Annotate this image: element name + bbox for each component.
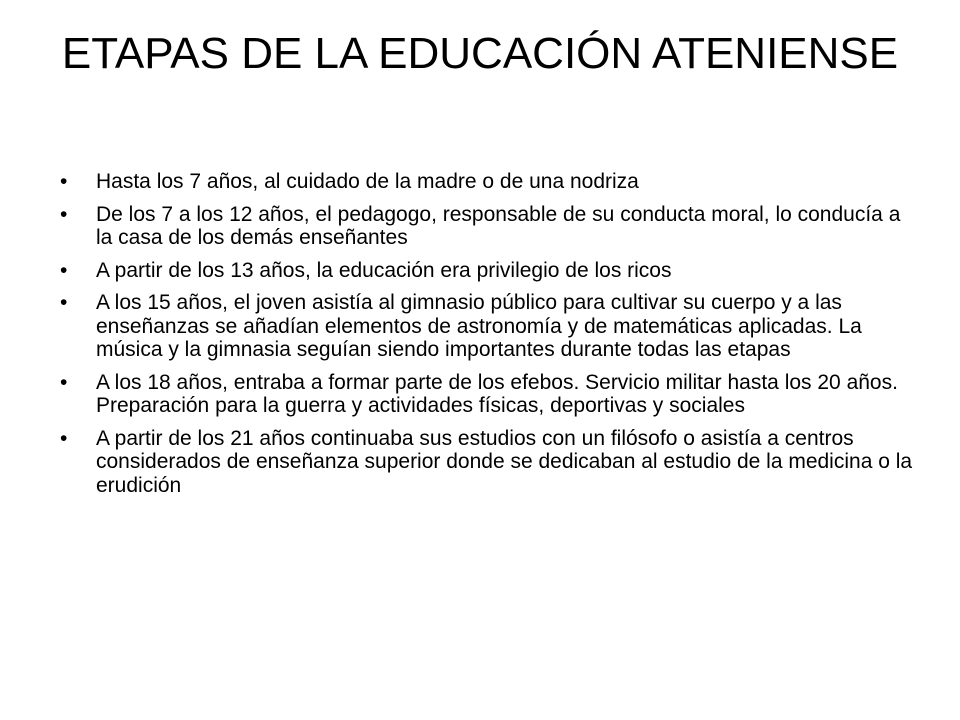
bullet-list (60, 170, 920, 506)
bullet-item (60, 371, 920, 418)
bullet-text: A partir de los 13 años, la educación era privilegio de los ricos (96, 258, 672, 282)
bullet-item (60, 291, 920, 362)
bullet-item (60, 170, 920, 194)
slide-title: ETAPAS DE LA EDUCACIÓN ATENIENSE (61, 29, 899, 78)
bullet-icon: • (60, 370, 68, 394)
bullet-icon: • (60, 426, 68, 450)
bullet-icon: • (60, 202, 68, 226)
bullet-text: A los 15 años, el joven asistía al gimnasio público para cultivar su cuerpo y a las enseñanzas se añadían elementos de astronomía y de matemáticas aplicadas. La música y la gimnasia seguían siendo importantes durante todas las etapas (96, 291, 862, 361)
bullet-text: A los 18 años, entraba a formar parte de los efebos. Servicio militar hasta los 20 años. Preparación para la guerra y actividades físicas, deportivas y sociales (96, 370, 898, 417)
bullet-icon: • (60, 258, 68, 282)
bullet-item (60, 427, 920, 498)
bullet-icon: • (60, 291, 68, 314)
bullet-text: De los 7 a los 12 años, el pedagogo, responsable de su conducta moral, lo conducía a la casa de los demás enseñantes (96, 202, 901, 249)
bullet-text: A partir de los 21 años continuaba sus estudios con un filósofo o asistía a centros considerados de enseñanza superior donde se dedicaban al estudio de la medicina o la erudición (96, 426, 913, 497)
bullet-item (60, 203, 920, 250)
bullet-item (60, 259, 920, 283)
bullet-icon: • (60, 170, 68, 193)
bullet-text: Hasta los 7 años, al cuidado de la madre o de una nodriza (96, 170, 639, 193)
